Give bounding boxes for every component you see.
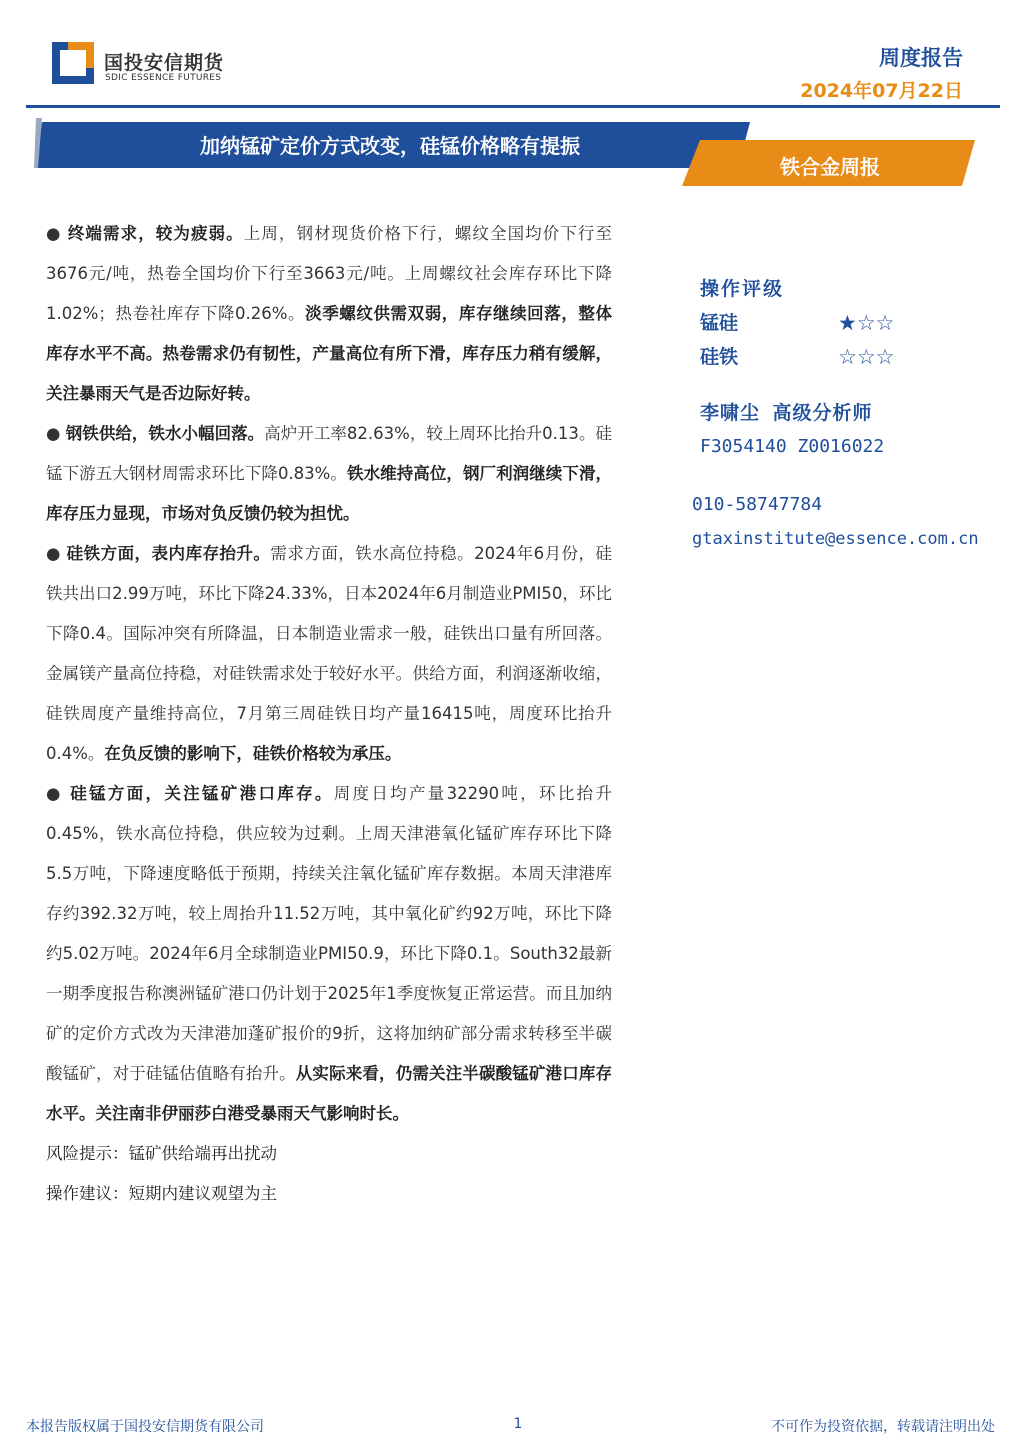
advice-label: 操作建议：	[46, 1184, 129, 1203]
paragraph-lead: 终端需求，较为疲弱。	[67, 224, 244, 243]
copyright-notice: 本报告版权属于国投安信期货有限公司	[26, 1419, 264, 1435]
report-series-tag: 铁合金周报	[780, 155, 880, 179]
analyst-name: 李啸尘 高级分析师	[700, 402, 873, 424]
rating-product-name: 硅铁	[700, 346, 739, 368]
operation-advice	[46, 1174, 612, 1214]
report-type: 周度报告	[879, 46, 963, 70]
logo-company-name-en: SDIC ESSENCE FUTURES	[105, 73, 222, 83]
bullet-icon: ●	[46, 424, 61, 443]
contact-phone: 010-58747784	[692, 494, 823, 515]
logo-company-name: 国投安信期货	[104, 52, 225, 74]
disclaimer-notice: 不可作为投资依据，转载请注明出处	[771, 1419, 995, 1435]
paragraph-lead: 硅锰方面，关注锰矿港口库存。	[70, 784, 334, 803]
advice-value: 短期内建议观望为主	[128, 1184, 277, 1203]
header-divider	[26, 105, 1000, 108]
bullet-icon: ●	[46, 224, 62, 243]
paragraph-conclusion: 在负反馈的影响下，硅铁价格较为承压。	[104, 744, 402, 763]
contact-email[interactable]: gtaxinstitute@essence.com.cn	[692, 529, 979, 549]
sidebar-info	[692, 272, 1012, 556]
company-logo	[52, 40, 242, 88]
page-footer	[0, 1416, 1025, 1440]
analyst-certificate: F3054140 Z0016022	[700, 436, 885, 457]
rating-title: 操作评级	[700, 278, 785, 300]
paragraph-conclusion: 铁水维持高位，钢厂利润继续下滑，库存压力显现，市场对负反馈仍较为担忧。	[46, 464, 613, 523]
paragraph-lead: 钢铁供给，铁水小幅回落。	[65, 424, 265, 443]
logo-mark-icon	[52, 42, 94, 84]
star-rating-icon: ★☆☆	[838, 311, 895, 335]
risk-label: 风险提示：	[46, 1144, 129, 1163]
bullet-icon: ●	[46, 784, 63, 803]
rating-product-name: 锰硅	[700, 312, 739, 334]
risk-value: 锰矿供给端再出扰动	[128, 1144, 277, 1163]
rating-row-silicomanganese	[700, 306, 1012, 340]
paragraph-silicomanganese	[46, 774, 612, 1134]
paragraph-lead: 硅铁方面，表内库存抬升。	[66, 544, 271, 563]
rating-row-ferrosilicon	[700, 340, 1012, 374]
paragraph-conclusion: 淡季螺纹供需双弱，库存继续回落，整体库存水平不高。热卷需求仍有韧性，产量高位有所下滑，库存压力稍有缓解，关注暴雨天气是否边际好转。	[46, 304, 612, 403]
risk-warning	[46, 1134, 612, 1174]
paragraph-conclusion: 从实际来看，仍需关注半碳酸锰矿港口库存水平。关注南非伊丽莎白港受暴雨天气影响时长。	[46, 1064, 613, 1123]
banner-title: 加纳锰矿定价方式改变，硅锰价格略有提振	[200, 134, 580, 158]
paragraph-steel-supply	[46, 414, 612, 534]
bullet-icon: ●	[46, 544, 61, 563]
paragraph-text: 上周，钢材现货价格下行，螺纹全国均价下行至3676元/吨，热卷全国均价下行至3663元/吨。上周螺纹社会库存环比下降1.02%；热卷社库存下降0.26%。	[46, 224, 613, 323]
page-number: 1	[513, 1416, 523, 1432]
star-rating-icon: ☆☆☆	[838, 345, 895, 369]
paragraph-text: 高炉开工率82.63%，较上周环比抬升0.13。硅锰下游五大钢材周需求环比下降0.83%。	[46, 424, 613, 483]
paragraph-ferrosilicon	[46, 534, 612, 774]
title-banner	[0, 118, 1025, 193]
report-body	[46, 214, 612, 1214]
paragraph-demand	[46, 214, 612, 414]
paragraph-text: 需求方面，铁水高位持稳。2024年6月份，硅铁共出口2.99万吨，环比下降24.33%，日本2024年6月制造业PMI50，环比下降0.4。国际冲突有所降温，日本制造业需求一般，硅铁出口量有所回落。金属镁产量高位持稳，对硅铁需求处于较好水平。供给方面，利润逐渐收缩，硅铁周度产量维持高位，7月第三周硅铁日均产量16415吨，周度环比抬升0.4%。	[46, 544, 613, 763]
report-date: 2024年07月22日	[800, 80, 963, 102]
paragraph-text: 周度日均产量32290吨，环比抬升0.45%，铁水高位持稳，供应较为过剩。上周天津港氧化锰矿库存环比下降5.5万吨，下降速度略低于预期，持续关注氧化锰矿库存数据。本周天津港库存约392.32万吨，较上周抬升11.52万吨，其中氧化矿约92万吨，环比下降约5.02万吨。2024年6月全球制造业PMI50.9，环比下降0.1。South32最新一期季度报告称澳洲锰矿港口仍计划于2025年1季度恢复正常运营。而且加纳矿的定价方式改为天津港加蓬矿报价的9折，这将加纳矿部分需求转移至半碳酸锰矿，对于硅锰估值略有抬升。	[46, 784, 612, 1083]
